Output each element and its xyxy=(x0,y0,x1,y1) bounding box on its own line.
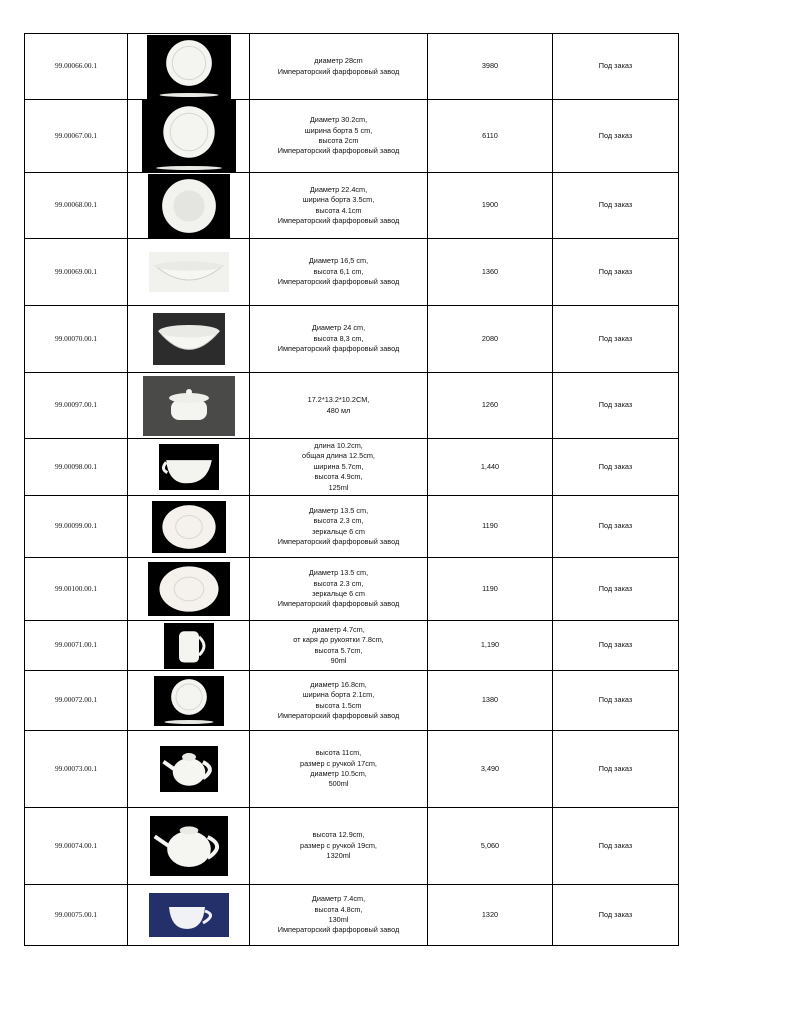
item-code: 99.00073.00.1 xyxy=(25,731,128,808)
product-photo-deep-plate xyxy=(148,174,230,238)
table-row xyxy=(25,885,679,946)
availability-status: Под заказ xyxy=(553,885,679,946)
item-description: 17.2*13.2*10.2CM, 480 мл xyxy=(250,373,428,439)
table-row xyxy=(25,373,679,439)
table-row xyxy=(25,621,679,671)
product-image-cell xyxy=(128,100,250,173)
item-code: 99.00099.00.1 xyxy=(25,496,128,558)
product-image-cell xyxy=(128,173,250,239)
product-image-cell xyxy=(128,496,250,558)
product-photo-teapot xyxy=(150,816,228,876)
table-row xyxy=(25,239,679,306)
availability-status: Под заказ xyxy=(553,239,679,306)
item-description: Диаметр 16,5 cm, высота 6,1 cm, Императорский фарфоровый завод xyxy=(250,239,428,306)
item-description: высота 12.9cm, размер с ручкой 19cm, 1320ml xyxy=(250,808,428,885)
item-description: диаметр 28cm Императорский фарфоровый завод xyxy=(250,34,428,100)
product-photo-plate xyxy=(154,676,224,726)
item-price: 2080 xyxy=(428,306,553,373)
product-image-cell xyxy=(128,621,250,671)
item-code: 99.00074.00.1 xyxy=(25,808,128,885)
item-code: 99.00098.00.1 xyxy=(25,439,128,496)
item-price: 1,190 xyxy=(428,621,553,671)
item-code: 99.00070.00.1 xyxy=(25,306,128,373)
product-photo-saucer xyxy=(152,501,226,553)
availability-status: Под заказ xyxy=(553,100,679,173)
item-price: 1320 xyxy=(428,885,553,946)
product-image-cell xyxy=(128,373,250,439)
availability-status: Под заказ xyxy=(553,306,679,373)
product-photo-saucer xyxy=(148,562,230,616)
product-image-cell xyxy=(128,558,250,621)
item-price: 1190 xyxy=(428,558,553,621)
item-price: 1360 xyxy=(428,239,553,306)
item-price: 1380 xyxy=(428,671,553,731)
availability-status: Под заказ xyxy=(553,496,679,558)
item-price: 3,490 xyxy=(428,731,553,808)
item-code: 99.00069.00.1 xyxy=(25,239,128,306)
item-code: 99.00097.00.1 xyxy=(25,373,128,439)
product-table-body xyxy=(25,34,679,946)
item-price: 3980 xyxy=(428,34,553,100)
item-description: Диаметр 22.4cm, ширина борта 3.5cm, высота 4.1cm Императорский фарфоровый завод xyxy=(250,173,428,239)
product-photo-teapot xyxy=(160,746,218,792)
item-description: длина 10.2cm, общая длина 12.5cm, ширина 5.7cm, высота 4.9cm, 125ml xyxy=(250,439,428,496)
item-price: 6110 xyxy=(428,100,553,173)
product-photo-creamer xyxy=(164,623,214,669)
item-description: Диаметр 24 cm, высота 8,3 cm, Императорский фарфоровый завод xyxy=(250,306,428,373)
item-price: 1,440 xyxy=(428,439,553,496)
availability-status: Под заказ xyxy=(553,558,679,621)
product-photo-cup xyxy=(149,893,229,937)
product-image-cell xyxy=(128,808,250,885)
item-description: диаметр 16.8cm, ширина борта 2.1cm, высота 1.5cm Императорский фарфоровый завод xyxy=(250,671,428,731)
product-photo-plate xyxy=(142,100,236,172)
table-row xyxy=(25,558,679,621)
table-row xyxy=(25,808,679,885)
item-code: 99.00068.00.1 xyxy=(25,173,128,239)
item-code: 99.00072.00.1 xyxy=(25,671,128,731)
item-description: Диаметр 7.4cm, высота 4.8cm, 130ml Императорский фарфоровый завод xyxy=(250,885,428,946)
product-image-cell xyxy=(128,731,250,808)
table-row xyxy=(25,496,679,558)
table-row xyxy=(25,34,679,100)
item-description: Диаметр 13.5 cm, высота 2.3 cm, зеркальце 6 cm Императорский фарфоровый завод xyxy=(250,496,428,558)
item-price: 1260 xyxy=(428,373,553,439)
availability-status: Под заказ xyxy=(553,671,679,731)
product-image-cell xyxy=(128,885,250,946)
item-price: 5,060 xyxy=(428,808,553,885)
table-row xyxy=(25,100,679,173)
product-image-cell xyxy=(128,34,250,100)
availability-status: Под заказ xyxy=(553,621,679,671)
product-photo-bowl xyxy=(149,252,229,292)
table-row xyxy=(25,306,679,373)
item-description: диаметр 4.7cm, от каря до рукоятки 7.8cm, высота 5.7cm, 90ml xyxy=(250,621,428,671)
table-row xyxy=(25,439,679,496)
product-photo-gravy-boat xyxy=(159,444,219,490)
product-image-cell xyxy=(128,239,250,306)
product-photo-bowl xyxy=(153,313,225,365)
item-price: 1190 xyxy=(428,496,553,558)
product-image-cell xyxy=(128,306,250,373)
table-row xyxy=(25,173,679,239)
product-photo-plate xyxy=(147,35,231,99)
item-code: 99.00067.00.1 xyxy=(25,100,128,173)
availability-status: Под заказ xyxy=(553,439,679,496)
item-code: 99.00100.00.1 xyxy=(25,558,128,621)
product-image-cell xyxy=(128,671,250,731)
availability-status: Под заказ xyxy=(553,808,679,885)
item-description: Диаметр 30.2cm, ширина борта 5 cm, высота 2cm Императорский фарфоровый завод xyxy=(250,100,428,173)
availability-status: Под заказ xyxy=(553,34,679,100)
product-image-cell xyxy=(128,439,250,496)
availability-status: Под заказ xyxy=(553,373,679,439)
item-description: высота 11cm, размер с ручкой 17cm, диаметр 10.5cm, 500ml xyxy=(250,731,428,808)
item-code: 99.00075.00.1 xyxy=(25,885,128,946)
table-row xyxy=(25,671,679,731)
table-row xyxy=(25,731,679,808)
availability-status: Под заказ xyxy=(553,173,679,239)
product-photo-sugar-bowl xyxy=(143,376,235,436)
availability-status: Под заказ xyxy=(553,731,679,808)
item-code: 99.00066.00.1 xyxy=(25,34,128,100)
product-table xyxy=(24,33,679,946)
item-price: 1900 xyxy=(428,173,553,239)
item-code: 99.00071.00.1 xyxy=(25,621,128,671)
item-description: Диаметр 13.5 cm, высота 2.3 cm, зеркальце 6 cm Императорский фарфоровый завод xyxy=(250,558,428,621)
